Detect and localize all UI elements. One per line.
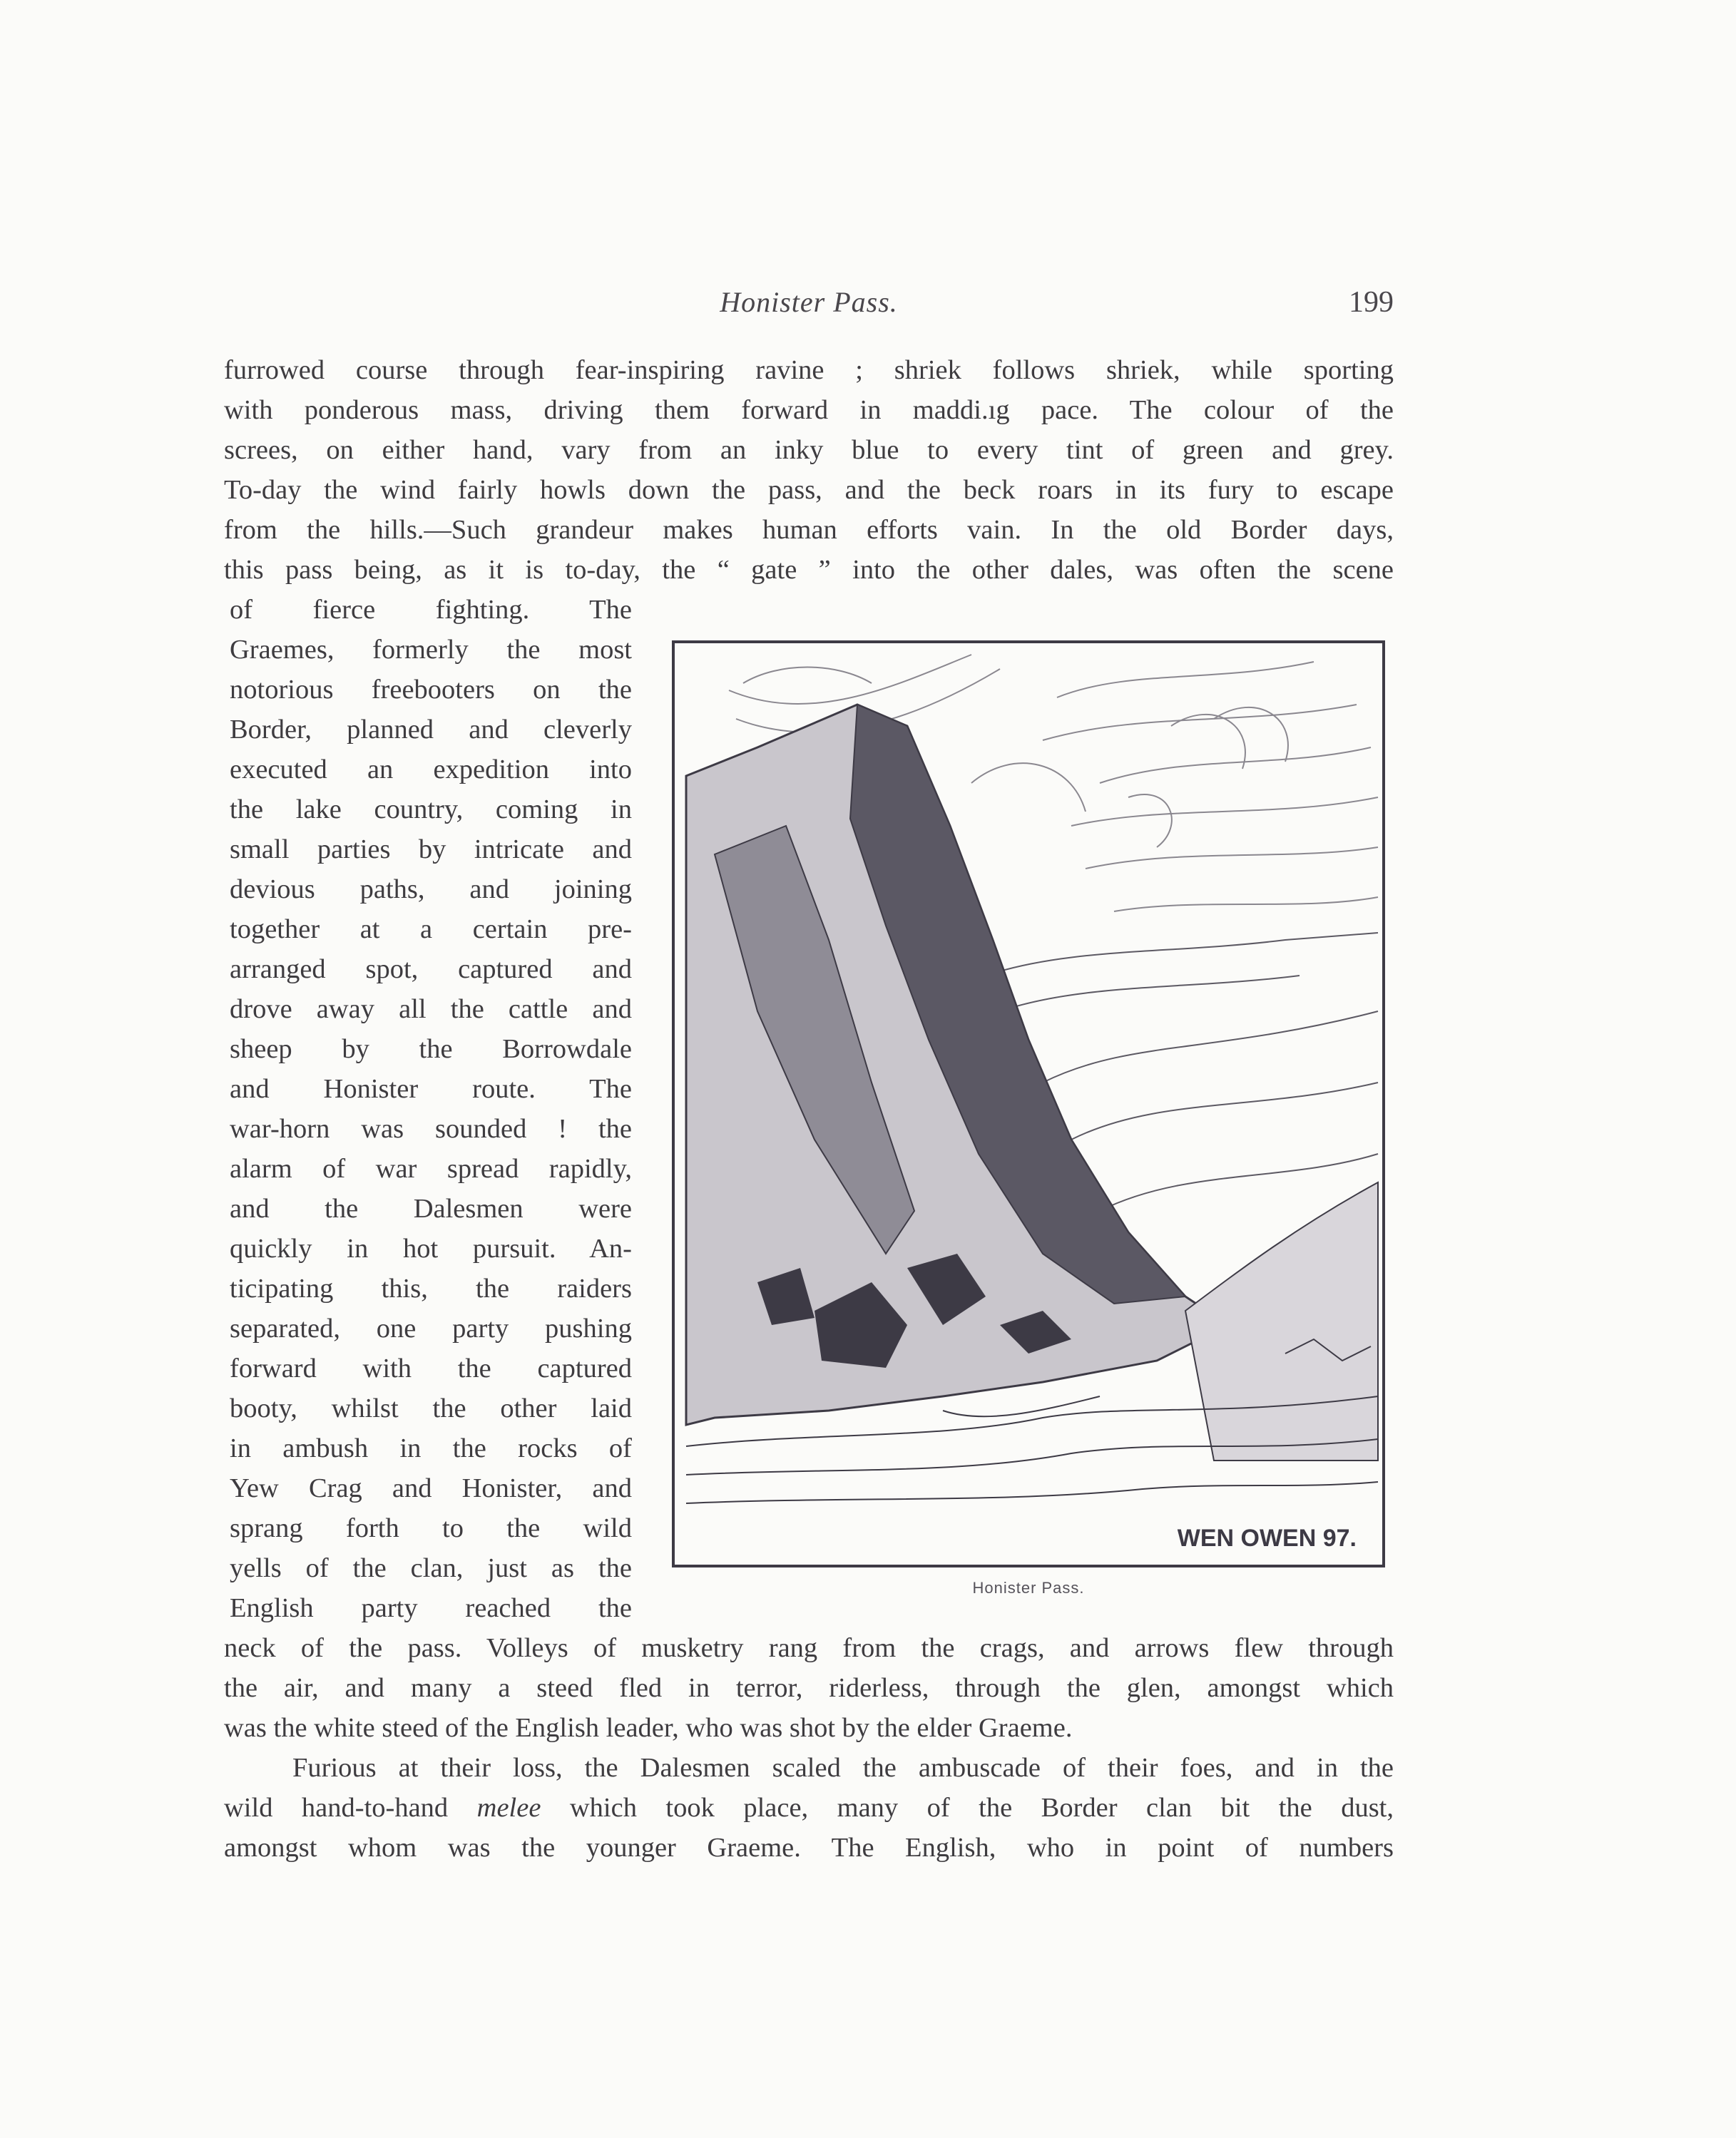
paragraph-line [224,1794,1394,1822]
body-line: the air, and many a steed fled in terror, riderless, through the glen, amongst which [224,1673,1394,1703]
column-line: sheep by the Borrowdale [230,1034,632,1064]
engraving-svg [672,640,1385,1567]
running-title: Honister Pass. [720,286,898,318]
column-line: of fierce fighting. The [230,595,632,625]
text-run: which took place, many of the Border clan bit the dust, [541,1793,1394,1823]
column-line: drove away all the cattle and [230,994,632,1024]
column-line: and the Dalesmen were [230,1194,632,1224]
paragraph-line: Furious at their loss, the Dalesmen scaled the ambuscade of their foes, and in the [292,1753,1394,1783]
column-line: ticipating this, the raiders [230,1274,632,1304]
column-line: in ambush in the rocks of [230,1433,632,1463]
column-line: arranged spot, captured and [230,954,632,984]
body-line: To-day the wind fairly howls down the pass, and the beck roars in its fury to escape [224,475,1394,505]
column-line: Yew Crag and Honister, and [230,1473,632,1503]
body-line: from the hills.—Such grandeur makes human efforts vain. In the old Border days, [224,515,1394,545]
column-line: yells of the clan, just as the [230,1553,632,1583]
body-line: this pass being, as it is to-day, the “ gate ” into the other dales, was often the scene [224,555,1394,585]
column-line: sprang forth to the wild [230,1513,632,1543]
italic-word: melee [476,1793,541,1823]
column-line: alarm of war spread rapidly, [230,1154,632,1184]
artist-signature: WEN OWEN 97. [1177,1525,1357,1552]
column-line: quickly in hot pursuit. An- [230,1234,632,1264]
column-line: together at a certain pre- [230,914,632,944]
paragraph-line: amongst whom was the younger Graeme. The English, who in point of numbers [224,1833,1394,1863]
running-head [224,285,1394,328]
column-line: small parties by intricate and [230,834,632,864]
column-line: war-horn was sounded ! the [230,1114,632,1144]
column-line: English party reached the [230,1593,632,1623]
page-number: 199 [1349,286,1394,319]
body-line: with ponderous mass, driving them forward in maddi.ıg pace. The colour of the [224,395,1394,425]
column-line: and Honister route. The [230,1074,632,1104]
column-line: Border, planned and cleverly [230,715,632,745]
column-line: separated, one party pushing [230,1314,632,1344]
body-line: furrowed course through fear-inspiring ravine ; shriek follows shriek, while sporting [224,355,1394,385]
column-line: executed an expedition into [230,755,632,784]
figure-caption: Honister Pass. [972,1579,1085,1597]
body-line: was the white steed of the English leader, who was shot by the elder Graeme. [224,1713,1073,1743]
column-line: Graemes, formerly the most [230,635,632,665]
column-line: devious paths, and joining [230,874,632,904]
column-line: booty, whilst the other laid [230,1393,632,1423]
column-line: the lake country, coming in [230,794,632,824]
body-line: neck of the pass. Volleys of musketry rang from the crags, and arrows flew through [224,1633,1394,1663]
body-line: screes, on either hand, vary from an inky blue to every tint of green and grey. [224,435,1394,465]
illustration-honister-pass [672,640,1385,1567]
column-line: notorious freebooters on the [230,675,632,705]
text-run: wild hand-to-hand [224,1793,477,1823]
column-line: forward with the captured [230,1354,632,1383]
